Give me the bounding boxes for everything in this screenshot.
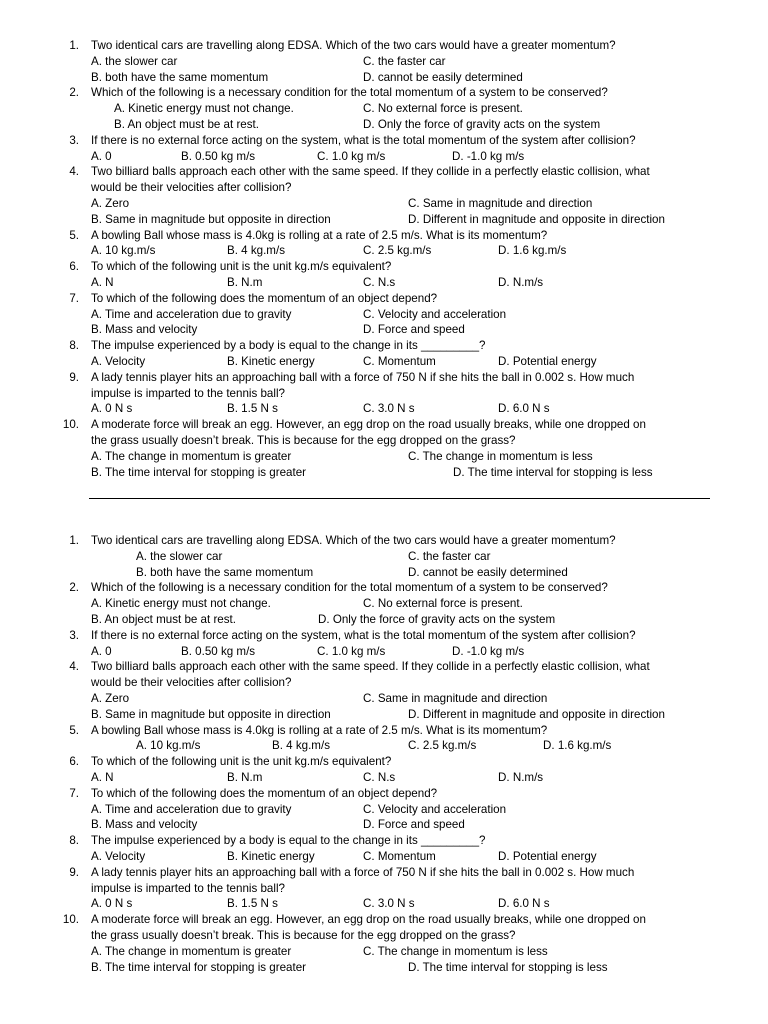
answer-choice: D. Force and speed xyxy=(363,323,465,337)
question-line xyxy=(0,85,768,101)
question-text: A lady tennis player hits an approaching ball with a force of 750 N if she hits the ball in 0.002 s. How much xyxy=(91,370,635,384)
answer-choice: A. N xyxy=(91,276,114,289)
question-number: 6. xyxy=(69,260,79,274)
question-line-continued xyxy=(0,928,768,944)
question-text: impulse is imparted to the tennis ball? xyxy=(91,386,285,400)
question-text: To which of the following does the momentum of an object depend? xyxy=(91,291,438,305)
answer-choice: C. the faster car xyxy=(408,549,491,563)
question-text: The impulse experienced by a body is equal to the change in its _________? xyxy=(91,339,486,353)
question-text: A bowling Ball whose mass is 4.0kg is rolling at a rate of 2.5 m/s. What is its momentum? xyxy=(91,228,548,242)
question-number: 3. xyxy=(69,628,79,642)
choices-row xyxy=(0,644,768,660)
section-divider xyxy=(89,498,710,499)
question-line xyxy=(0,628,768,644)
answer-choice: D. -1.0 kg m/s xyxy=(452,644,525,658)
answer-choice: A. 0 N s xyxy=(91,897,133,911)
choices-row xyxy=(0,117,768,133)
question-text: impulse is imparted to the tennis ball? xyxy=(91,881,285,895)
answer-choice: C. No external force is present. xyxy=(363,597,523,611)
answer-choice: D. N.m/s xyxy=(498,276,544,289)
answer-choice: A. Velocity xyxy=(91,355,146,368)
choices-row xyxy=(0,149,768,165)
answer-choice: A. 10 kg.m/s xyxy=(136,739,201,753)
choices-row xyxy=(0,449,768,465)
choices-row xyxy=(0,596,768,612)
question-text: The impulse experienced by a body is equal to the change in its _________? xyxy=(91,834,486,848)
question-text: If there is no external force acting on the system, what is the total momentum of the system after collision? xyxy=(91,628,636,642)
choices-row xyxy=(0,54,768,70)
question-number: 1. xyxy=(69,534,79,547)
answer-choice: C. Momentum xyxy=(363,355,436,368)
answer-choice: C. 3.0 N s xyxy=(363,897,415,911)
question-number: 10. xyxy=(62,913,79,927)
question-number: 4. xyxy=(69,660,79,674)
choices-row xyxy=(0,944,768,960)
choices-row xyxy=(0,612,768,628)
answer-choice: A. Zero xyxy=(91,692,130,705)
question-text: Two billiard balls approach each other with the same speed. If they collide in a perfectly elastic collision, what xyxy=(91,660,650,674)
choices-row xyxy=(0,960,768,976)
answer-choice: D. Different in magnitude and opposite in direction xyxy=(408,212,665,226)
question-text: To which of the following unit is the unit kg.m/s equivalent? xyxy=(91,260,392,274)
answer-choice: C. the faster car xyxy=(363,54,446,68)
answer-choice: D. Potential energy xyxy=(498,355,597,368)
question-number: 2. xyxy=(69,581,79,595)
question-number: 1. xyxy=(69,39,79,52)
answer-choice: A. Kinetic energy must not change. xyxy=(91,597,271,611)
answer-choice: C. 2.5 kg.m/s xyxy=(363,244,432,258)
choices-row xyxy=(0,212,768,228)
answer-choice: A. 10 kg.m/s xyxy=(91,244,156,258)
question-text: To which of the following unit is the unit kg.m/s equivalent? xyxy=(91,755,392,769)
question-text: A lady tennis player hits an approaching ball with a force of 750 N if she hits the ball in 0.002 s. How much xyxy=(91,865,635,879)
choices-row xyxy=(0,243,768,259)
answer-choice: A. the slower car xyxy=(136,549,223,563)
question-line xyxy=(0,417,768,433)
answer-choice: B. 0.50 kg m/s xyxy=(181,149,256,163)
answer-choice: C. Velocity and acceleration xyxy=(363,802,507,816)
answer-choice: D. Only the force of gravity acts on the system xyxy=(363,118,601,131)
answer-choice: D. cannot be easily determined xyxy=(363,70,523,84)
question-number: 5. xyxy=(69,723,79,737)
question-line xyxy=(0,228,768,244)
question-line-continued xyxy=(0,433,768,449)
answer-choice: C. 1.0 kg m/s xyxy=(317,644,386,658)
answer-choice: D. The time interval for stopping is less xyxy=(453,465,653,479)
answer-choice: A. N xyxy=(91,771,114,784)
choices-row xyxy=(0,565,768,581)
choices-row xyxy=(0,849,768,865)
choices-row xyxy=(0,322,768,338)
answer-choice: C. Same in magnitude and direction xyxy=(363,692,548,705)
question-number: 8. xyxy=(69,834,79,848)
answer-choice: A. Kinetic energy must not change. xyxy=(114,102,294,116)
answer-choice: B. 1.5 N s xyxy=(227,402,278,416)
answer-choice: D. The time interval for stopping is less xyxy=(408,960,608,974)
answer-choice: B. Kinetic energy xyxy=(227,850,315,863)
choices-row xyxy=(0,354,768,370)
answer-choice: B. Kinetic energy xyxy=(227,355,315,368)
question-line xyxy=(0,38,768,54)
answer-choice: B. 4 kg.m/s xyxy=(272,739,330,753)
answer-choice: C. 3.0 N s xyxy=(363,402,415,416)
question-line xyxy=(0,723,768,739)
question-number: 6. xyxy=(69,755,79,769)
question-text: Two identical cars are travelling along EDSA. Which of the two cars would have a greater momentum? xyxy=(91,39,616,52)
question-number: 3. xyxy=(69,133,79,147)
question-number: 10. xyxy=(62,418,79,432)
answer-choice: C. 2.5 kg.m/s xyxy=(408,739,477,753)
choices-row xyxy=(0,770,768,786)
question-line-continued xyxy=(0,881,768,897)
answer-choice: B. 0.50 kg m/s xyxy=(181,644,256,658)
question-line xyxy=(0,786,768,802)
answer-choice: C. 1.0 kg m/s xyxy=(317,149,386,163)
answer-choice: D. 1.6 kg.m/s xyxy=(498,244,567,258)
answer-choice: A. Velocity xyxy=(91,850,146,863)
question-text: the grass usually doesn’t break. This is because for the egg dropped on the grass? xyxy=(91,929,516,942)
question-line-continued xyxy=(0,675,768,691)
answer-choice: D. 1.6 kg.m/s xyxy=(543,739,612,753)
question-line xyxy=(0,259,768,275)
choices-row xyxy=(0,896,768,912)
answer-choice: A. Time and acceleration due to gravity xyxy=(91,802,292,816)
answer-choice: D. Only the force of gravity acts on the system xyxy=(318,613,556,626)
answer-choice: B. Mass and velocity xyxy=(91,323,198,337)
question-text: Two billiard balls approach each other with the same speed. If they collide in a perfectly elastic collision, what xyxy=(91,165,650,179)
question-number: 7. xyxy=(69,291,79,305)
answer-choice: C. N.s xyxy=(363,276,396,289)
question-text: A moderate force will break an egg. However, an egg drop on the road usually breaks, while one dropped on xyxy=(91,418,646,432)
question-text: A moderate force will break an egg. However, an egg drop on the road usually breaks, while one dropped on xyxy=(91,913,646,927)
choices-row xyxy=(0,70,768,86)
answer-choice: C. The change in momentum is less xyxy=(408,449,593,463)
answer-choice: A. 0 xyxy=(91,644,112,658)
question-line-continued xyxy=(0,180,768,196)
answer-choice: D. cannot be easily determined xyxy=(408,565,568,579)
answer-choice: C. No external force is present. xyxy=(363,102,523,116)
answer-choice: B. N.m xyxy=(227,771,263,784)
question-line xyxy=(0,533,768,549)
question-number: 5. xyxy=(69,228,79,242)
question-text: To which of the following does the momentum of an object depend? xyxy=(91,786,438,800)
answer-choice: D. -1.0 kg m/s xyxy=(452,149,525,163)
answer-choice: A. Time and acceleration due to gravity xyxy=(91,307,292,321)
question-text: A bowling Ball whose mass is 4.0kg is rolling at a rate of 2.5 m/s. What is its momentum? xyxy=(91,723,548,737)
answer-choice: B. The time interval for stopping is greater xyxy=(91,465,307,479)
answer-choice: D. Different in magnitude and opposite in direction xyxy=(408,707,665,721)
answer-choice: C. The change in momentum is less xyxy=(363,944,548,958)
answer-choice: B. The time interval for stopping is greater xyxy=(91,960,307,974)
answer-choice: A. 0 N s xyxy=(91,402,133,416)
answer-choice: D. Force and speed xyxy=(363,818,465,832)
answer-choice: A. The change in momentum is greater xyxy=(91,944,292,958)
answer-choice: B. N.m xyxy=(227,276,263,289)
question-line xyxy=(0,659,768,675)
answer-choice: B. 1.5 N s xyxy=(227,897,278,911)
choices-row xyxy=(0,101,768,117)
question-line xyxy=(0,580,768,596)
choices-row xyxy=(0,275,768,291)
answer-choice: B. Same in magnitude but opposite in direction xyxy=(91,707,331,721)
question-text: If there is no external force acting on the system, what is the total momentum of the system after collision? xyxy=(91,133,636,147)
question-text: would be their velocities after collision? xyxy=(91,676,292,690)
question-text: Two identical cars are travelling along EDSA. Which of the two cars would have a greater momentum? xyxy=(91,534,616,547)
question-number: 7. xyxy=(69,786,79,800)
question-number: 8. xyxy=(69,339,79,353)
answer-choice: C. N.s xyxy=(363,771,396,784)
question-number: 9. xyxy=(69,370,79,384)
answer-choice: D. Potential energy xyxy=(498,850,597,863)
choices-row xyxy=(0,738,768,754)
answer-choice: D. 6.0 N s xyxy=(498,402,550,416)
question-line xyxy=(0,291,768,307)
answer-choice: B. Same in magnitude but opposite in direction xyxy=(91,212,331,226)
answer-choice: A. Zero xyxy=(91,197,130,210)
choices-row xyxy=(0,401,768,417)
question-text: Which of the following is a necessary condition for the total momentum of a system to be conserved? xyxy=(91,86,608,100)
question-line-continued xyxy=(0,386,768,402)
question-text: would be their velocities after collision? xyxy=(91,181,292,195)
answer-choice: B. 4 kg.m/s xyxy=(227,244,285,258)
choices-row xyxy=(0,465,768,481)
answer-choice: C. Same in magnitude and direction xyxy=(408,197,593,210)
answer-choice: B. both have the same momentum xyxy=(136,565,314,579)
answer-choice: B. both have the same momentum xyxy=(91,70,269,84)
choices-row xyxy=(0,196,768,212)
answer-choice: D. N.m/s xyxy=(498,771,544,784)
answer-choice: B. An object must be at rest. xyxy=(114,118,259,131)
question-line xyxy=(0,833,768,849)
answer-choice: A. the slower car xyxy=(91,54,178,68)
question-line xyxy=(0,164,768,180)
choices-row xyxy=(0,307,768,323)
choices-row xyxy=(0,549,768,565)
answer-choice: D. 6.0 N s xyxy=(498,897,550,911)
question-line xyxy=(0,912,768,928)
question-number: 2. xyxy=(69,86,79,100)
question-number: 9. xyxy=(69,865,79,879)
answer-choice: B. Mass and velocity xyxy=(91,818,198,832)
question-line xyxy=(0,133,768,149)
answer-choice: B. An object must be at rest. xyxy=(91,613,236,626)
choices-row xyxy=(0,707,768,723)
question-text: the grass usually doesn’t break. This is because for the egg dropped on the grass? xyxy=(91,434,516,447)
choices-row xyxy=(0,817,768,833)
question-line xyxy=(0,370,768,386)
choices-row xyxy=(0,802,768,818)
answer-choice: A. The change in momentum is greater xyxy=(91,449,292,463)
answer-choice: C. Velocity and acceleration xyxy=(363,307,507,321)
question-text: Which of the following is a necessary condition for the total momentum of a system to be conserved? xyxy=(91,581,608,595)
choices-row xyxy=(0,691,768,707)
question-line xyxy=(0,754,768,770)
answer-choice: C. Momentum xyxy=(363,850,436,863)
question-line xyxy=(0,865,768,881)
question-line xyxy=(0,338,768,354)
answer-choice: A. 0 xyxy=(91,149,112,163)
question-number: 4. xyxy=(69,165,79,179)
